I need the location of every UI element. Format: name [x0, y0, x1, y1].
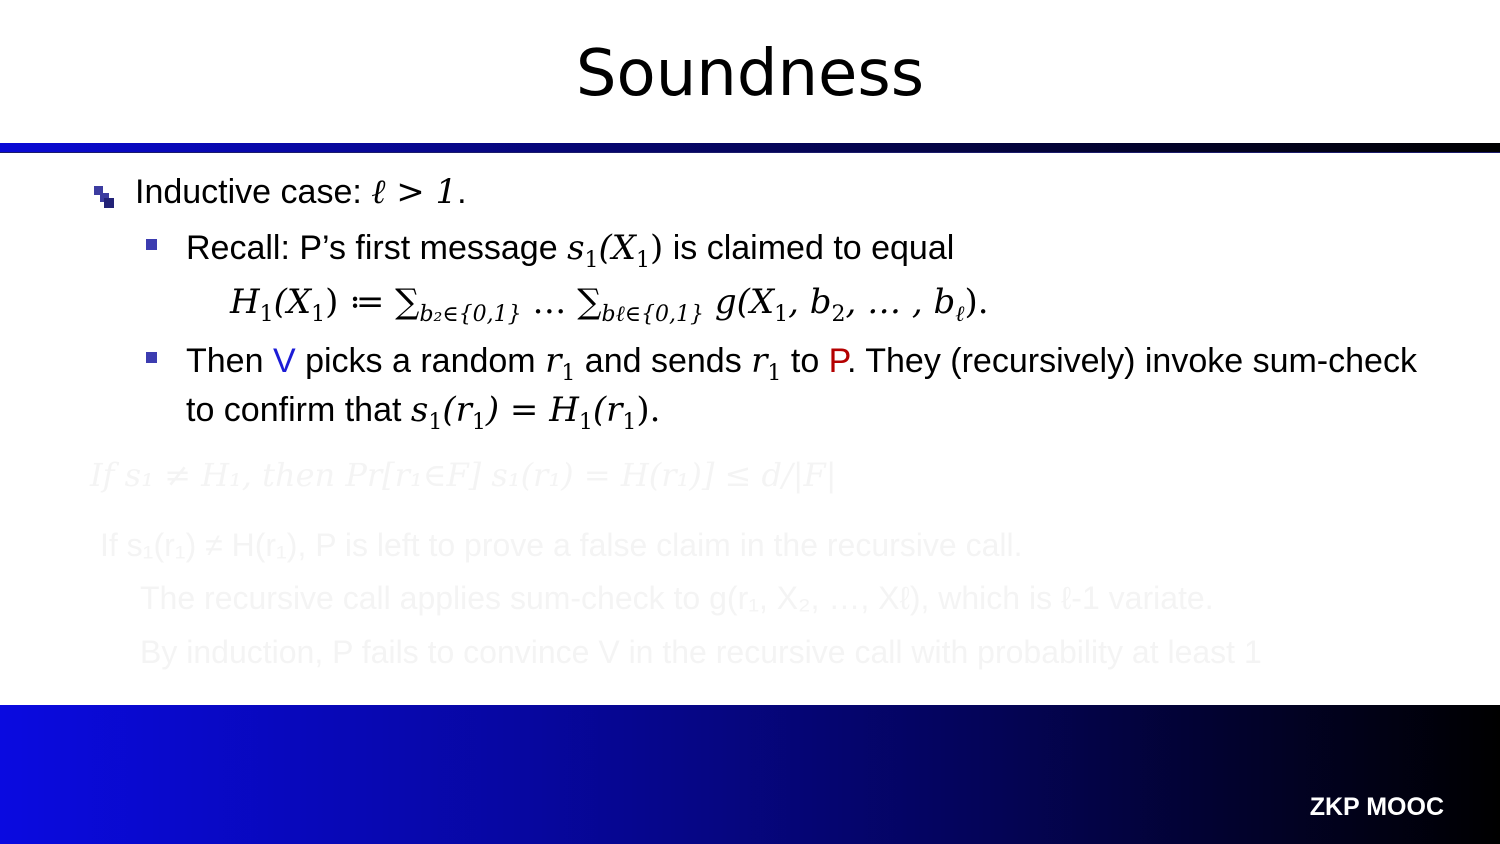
confirm-r-sub: 1 — [471, 410, 486, 435]
then-suffix: . They (recursively) invoke sum-check — [846, 342, 1417, 380]
confirm-close: ). — [636, 390, 661, 430]
then-prefix: Then — [186, 342, 273, 380]
inductive-math: ℓ > 1 — [371, 172, 458, 212]
confirm-s: s — [410, 390, 429, 430]
faded-line-2: If s₁(r₁) ≠ H(r₁), P is left to prove a false claim in the recursive call. — [100, 527, 1023, 563]
recall-math-args: (X — [598, 228, 636, 268]
confirm-r2: (r — [592, 390, 623, 430]
then-r-sub: 1 — [561, 361, 576, 386]
formula-g-b: , b — [788, 282, 832, 322]
formula-lhs-sub: 1 — [259, 302, 274, 327]
slide-title: Soundness — [575, 37, 925, 111]
formula-g-bl: , … , b — [845, 282, 956, 322]
recall-math-args-sub: 1 — [636, 248, 650, 273]
formula-g: g(X — [704, 282, 775, 322]
recall-prefix: Recall: P’s first message — [186, 229, 568, 267]
sum-symbol-2: ∑ — [577, 282, 602, 322]
faded-line-1: If s₁ ≠ H₁, then Pr[r₁∈F] s₁(r₁) = H(r₁)] ≤ d/|F| — [90, 456, 837, 494]
level2-bullet-icon — [146, 239, 157, 250]
formula-bl-sub: ℓ — [955, 302, 965, 327]
formula-lhs: H — [230, 282, 260, 322]
inductive-label: Inductive case: — [135, 173, 372, 211]
bullet-then-continuation — [186, 390, 661, 435]
formula-lhs-args: (X — [273, 282, 312, 322]
recall-math-close: ) — [650, 228, 664, 268]
then-mid1: picks a random — [295, 342, 546, 380]
faded-line-3: The recursive call applies sum-check to g(r₁, X₂, …, Xℓ), which is ℓ-1 variate. — [140, 580, 1214, 616]
formula-close: ). — [964, 282, 989, 322]
confirm-s-sub: 1 — [428, 410, 443, 435]
then-mid3: to — [781, 342, 829, 380]
then-r: r — [545, 341, 562, 381]
confirm-eq-h: ) = H — [485, 390, 579, 430]
then-mid2: and sends — [575, 342, 752, 380]
course-label: ZKP MOOC — [1309, 793, 1444, 821]
confirm-h-sub: 1 — [578, 410, 593, 435]
verifier-label: V — [272, 342, 296, 380]
bullet-then — [186, 341, 1417, 386]
formula-h1 — [230, 282, 989, 327]
recall-math-s: s — [567, 228, 585, 268]
sum-1-range: b₂∈{0,1} — [419, 302, 522, 327]
confirm-r: (r — [442, 390, 472, 430]
formula-assign: ) ≔ — [325, 282, 396, 322]
prover-label: P — [828, 342, 847, 380]
then-r2: r — [751, 341, 768, 381]
bullet-inductive-case — [135, 172, 467, 212]
recall-suffix: is claimed to equal — [663, 229, 955, 267]
confirm-prefix: to confirm that — [186, 391, 411, 429]
then-r2-sub: 1 — [767, 361, 782, 386]
sum-2-range: bℓ∈{0,1} — [601, 302, 705, 327]
footer-bar — [0, 705, 1500, 844]
inductive-end: . — [457, 173, 467, 211]
formula-dots: … — [521, 282, 578, 322]
recall-math-s-sub: 1 — [584, 248, 599, 273]
formula-lhs-args-sub: 1 — [311, 302, 326, 327]
confirm-r2-sub: 1 — [622, 410, 637, 435]
level1-bullet-icon — [94, 186, 116, 208]
formula-g-sub: 1 — [774, 302, 789, 327]
sum-symbol-1: ∑ — [395, 282, 420, 322]
bullet-recall — [186, 228, 955, 273]
level2-bullet-icon — [146, 352, 157, 363]
faded-line-4: By induction, P fails to convince V in the recursive call with probability at least 1 — [140, 634, 1262, 670]
formula-b2-sub: 2 — [831, 302, 846, 327]
